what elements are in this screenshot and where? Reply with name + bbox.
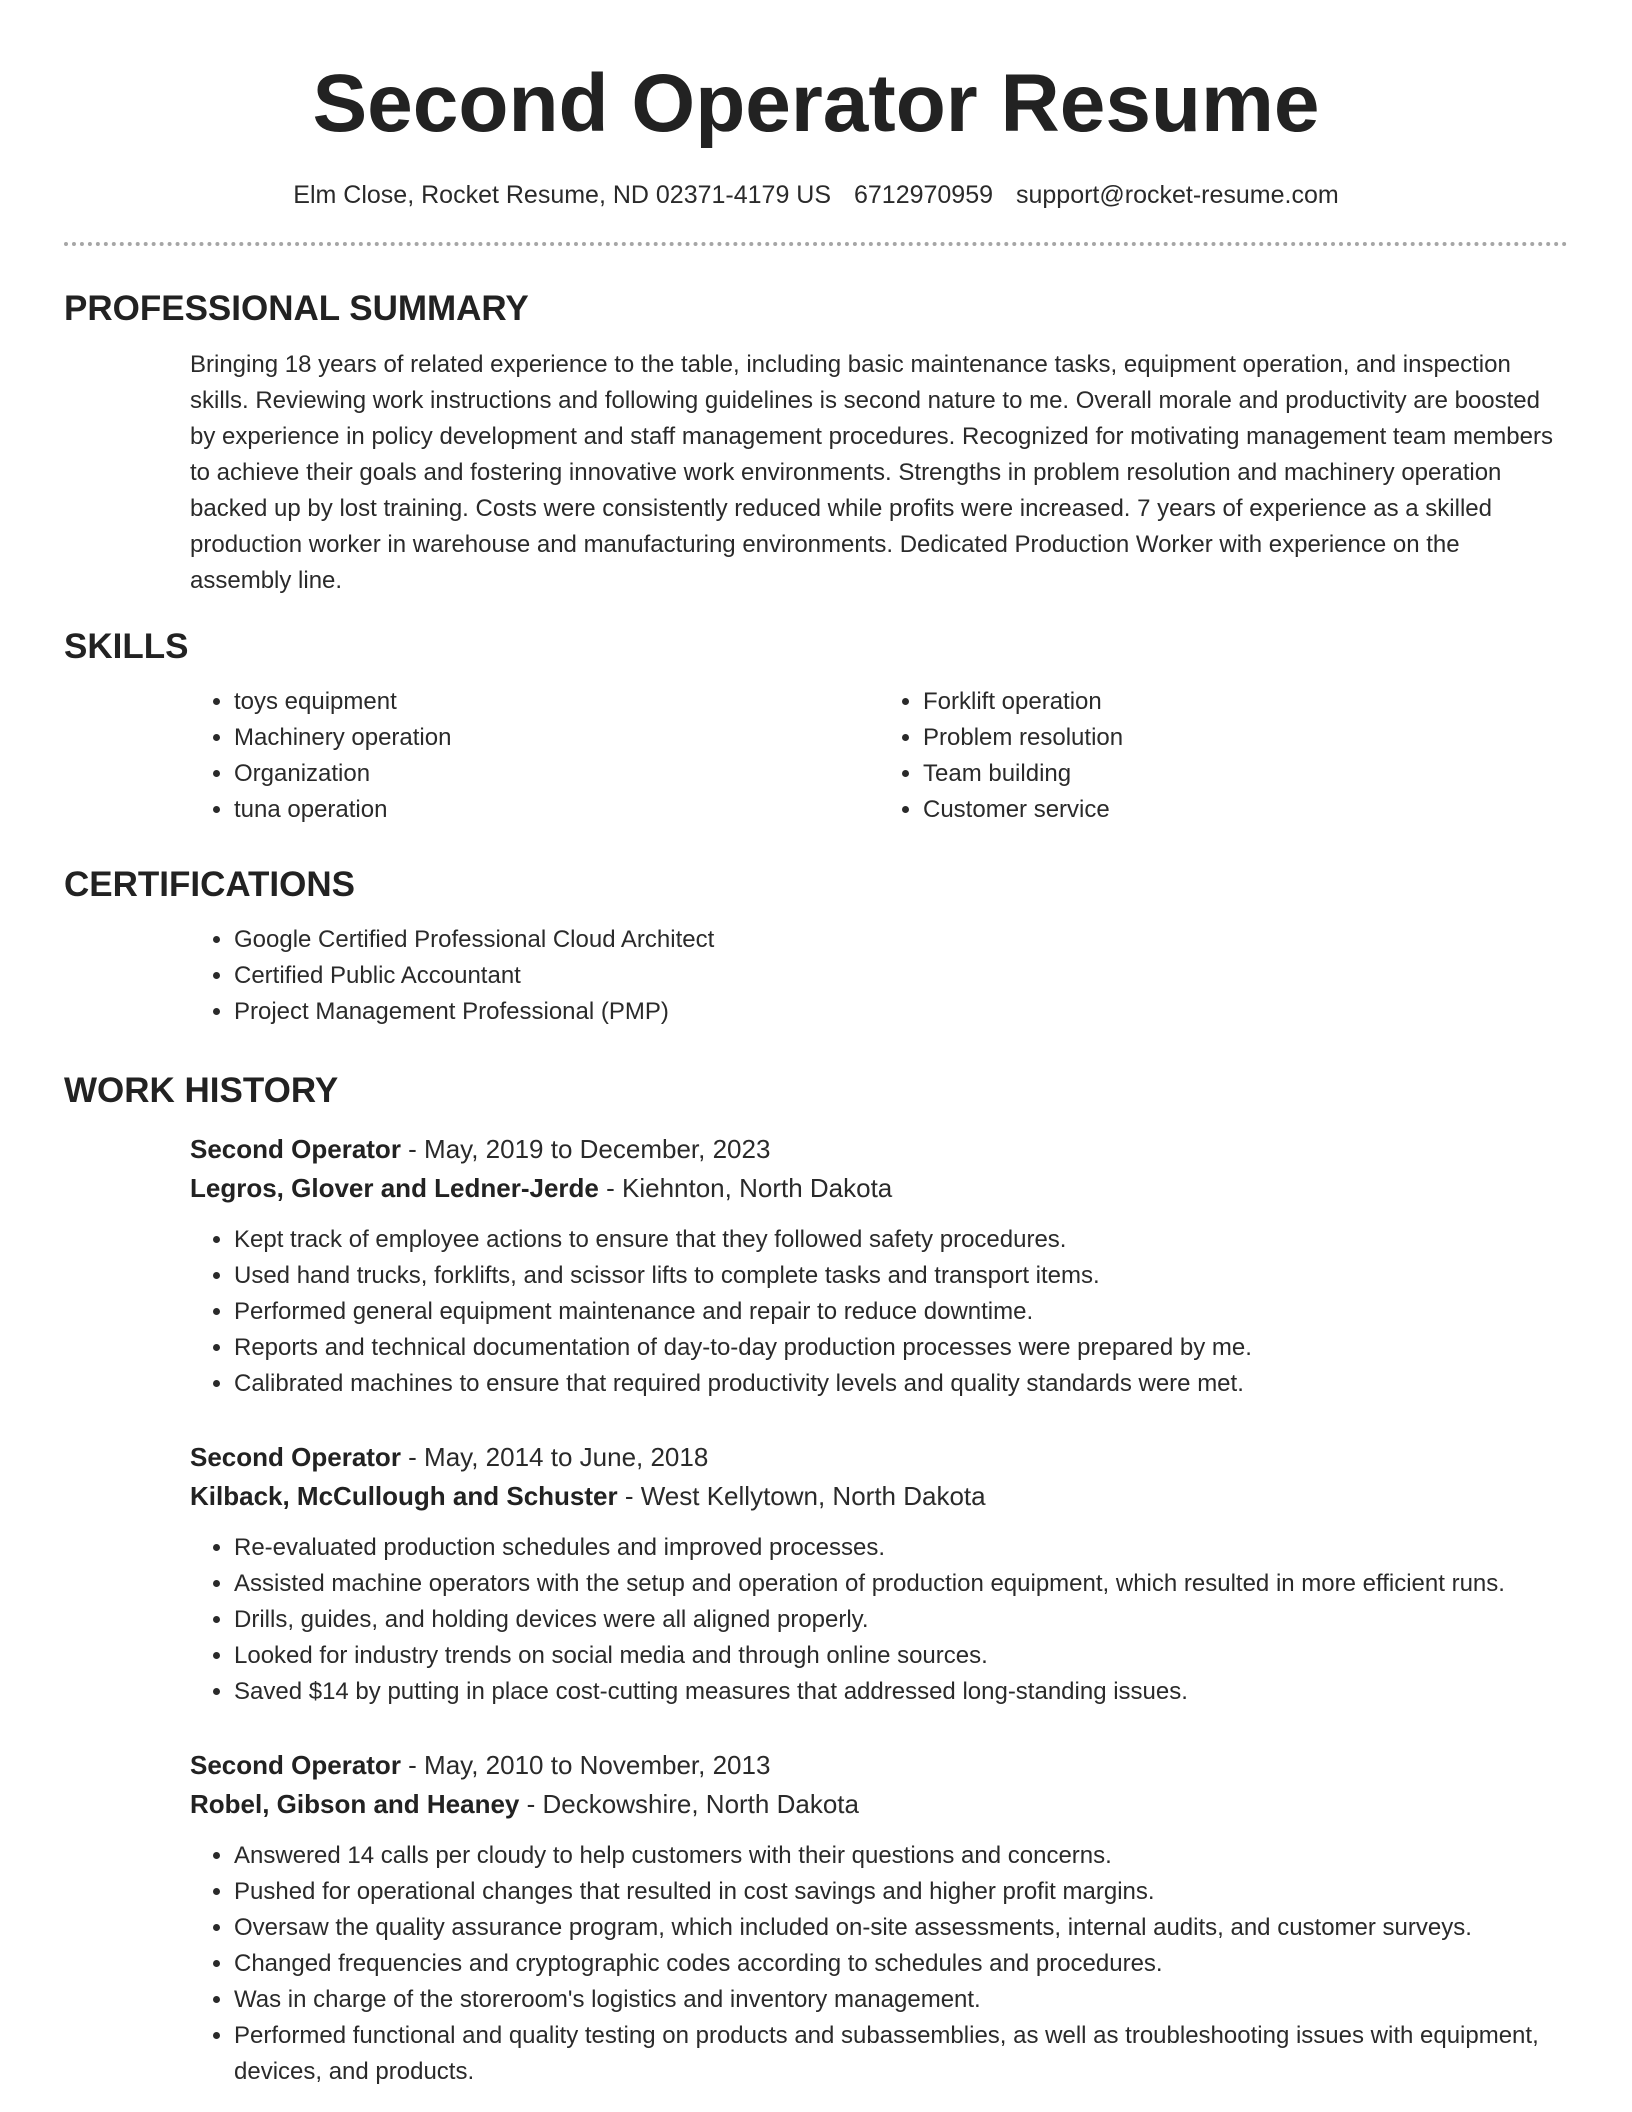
- job-duty: • Calibrated machines to ensure that required productivity levels and quality standards were met.: [234, 1366, 1568, 1402]
- job-role: Second Operator: [190, 1442, 401, 1472]
- skill-item: • Team building: [923, 756, 1568, 792]
- job-duties-list: [190, 1530, 1568, 1710]
- job-duties-list: [190, 1838, 1568, 2090]
- contact-phone: 6712970959: [853, 181, 994, 209]
- job-duty: • Pushed for operational changes that resulted in cost savings and higher profit margins.: [234, 1874, 1568, 1910]
- job-company-line: [190, 1169, 1568, 1208]
- job-duty: • Drills, guides, and holding devices were all aligned properly.: [234, 1602, 1568, 1638]
- job-duty: • Saved $14 by putting in place cost-cutting measures that addressed long-standing issues.: [234, 1674, 1568, 1710]
- section-title-work-history: WORK HISTORY: [64, 1071, 339, 1110]
- job-duty: • Reports and technical documentation of day-to-day production processes were prepared by me.: [234, 1330, 1568, 1366]
- section-title-summary: PROFESSIONAL SUMMARY: [64, 289, 529, 328]
- job-duty: • Looked for industry trends on social media and through online sources.: [234, 1638, 1568, 1674]
- skills-columns: [190, 684, 1568, 828]
- skills-list-left: [190, 684, 879, 828]
- job-location: - West Kellytown, North Dakota: [617, 1481, 986, 1511]
- job-entry: [190, 1130, 1568, 1402]
- skill-item: • Problem resolution: [923, 720, 1568, 756]
- job-duty: • Performed general equipment maintenance and repair to reduce downtime.: [234, 1294, 1568, 1330]
- job-company-line: [190, 1785, 1568, 1824]
- skill-item: • toys equipment: [234, 684, 879, 720]
- job-duty: • Kept track of employee actions to ensure that they followed safety procedures.: [234, 1222, 1568, 1258]
- job-dates: - May, 2014 to June, 2018: [400, 1442, 709, 1472]
- skill-item: • tuna operation: [234, 792, 879, 828]
- skill-item: • Machinery operation: [234, 720, 879, 756]
- contact-email: support@rocket-resume.com: [1015, 181, 1339, 209]
- section-title-certifications: CERTIFICATIONS: [64, 865, 356, 904]
- job-duties-list: [190, 1222, 1568, 1402]
- job-duty: • Assisted machine operators with the setup and operation of production equipment, which resulted in more efficient runs.: [234, 1566, 1568, 1602]
- header-divider: [64, 242, 1568, 246]
- job-duty: • Performed functional and quality testing on products and subassemblies, as well as troubleshooting issues with equipment, devices, and products.: [234, 2018, 1568, 2090]
- work-history-body: [190, 1130, 1568, 2090]
- contact-line: [64, 180, 1568, 210]
- skill-item: • Forklift operation: [923, 684, 1568, 720]
- job-company: Kilback, McCullough and Schuster: [190, 1481, 618, 1511]
- job-entry: [190, 1438, 1568, 1710]
- work-history-section: [64, 1070, 1568, 2090]
- summary-body: [190, 347, 1568, 599]
- skills-section: [64, 626, 1568, 828]
- skill-item: • Organization: [234, 756, 879, 792]
- job-company-line: [190, 1477, 1568, 1516]
- professional-summary-section: [64, 288, 1568, 599]
- job-entry: [190, 1746, 1568, 2090]
- certifications-list: [190, 922, 1568, 1030]
- contact-address: Elm Close, Rocket Resume, ND 02371-4179 US: [293, 181, 832, 209]
- certifications-section: [64, 864, 1568, 1030]
- job-duty: • Used hand trucks, forklifts, and scissor lifts to complete tasks and transport items.: [234, 1258, 1568, 1294]
- job-location: - Kiehnton, North Dakota: [598, 1173, 893, 1203]
- section-title-skills: SKILLS: [64, 627, 189, 666]
- job-role: Second Operator: [190, 1134, 401, 1164]
- job-duty: • Was in charge of the storeroom's logistics and inventory management.: [234, 1982, 1568, 2018]
- job-title-line: [190, 1746, 1568, 1785]
- job-location: - Deckowshire, North Dakota: [519, 1789, 859, 1819]
- summary-text: Bringing 18 years of related experience to the table, including basic maintenance tasks, equipment operation, and inspection skills. Reviewing work instructions and following guidelines is second nature to me. Overall morale and productivity are boosted by experience in policy development and staff management procedures. Recognized for motivating management team members to achieve their goals and fostering innovative work environments. Strengths in problem resolution and machinery operation backed up by lost training. Costs were consistently reduced while profits were increased. 7 years of experience as a skilled production worker in warehouse and manufacturing environments. Dedicated Production Worker with experience on the assembly line.: [190, 351, 1553, 594]
- certification-item: • Google Certified Professional Cloud Architect: [234, 922, 1568, 958]
- certifications-body: [190, 922, 1568, 1030]
- job-company: Legros, Glover and Ledner-Jerde: [190, 1173, 599, 1203]
- job-duty: • Answered 14 calls per cloudy to help customers with their questions and concerns.: [234, 1838, 1568, 1874]
- job-role: Second Operator: [190, 1750, 401, 1780]
- resume-title: Second Operator Resume: [312, 58, 1320, 149]
- job-dates: - May, 2019 to December, 2023: [400, 1134, 771, 1164]
- job-company: Robel, Gibson and Heaney: [190, 1789, 520, 1819]
- skills-list-right: [879, 684, 1568, 828]
- job-duty: • Changed frequencies and cryptographic codes according to schedules and procedures.: [234, 1946, 1568, 1982]
- job-title-line: [190, 1438, 1568, 1477]
- certification-item: • Project Management Professional (PMP): [234, 994, 1568, 1030]
- job-duty: • Oversaw the quality assurance program, which included on-site assessments, internal audits, and customer surveys.: [234, 1910, 1568, 1946]
- skill-item: • Customer service: [923, 792, 1568, 828]
- job-title-line: [190, 1130, 1568, 1169]
- certification-item: • Certified Public Accountant: [234, 958, 1568, 994]
- job-dates: - May, 2010 to November, 2013: [400, 1750, 771, 1780]
- job-duty: • Re-evaluated production schedules and improved processes.: [234, 1530, 1568, 1566]
